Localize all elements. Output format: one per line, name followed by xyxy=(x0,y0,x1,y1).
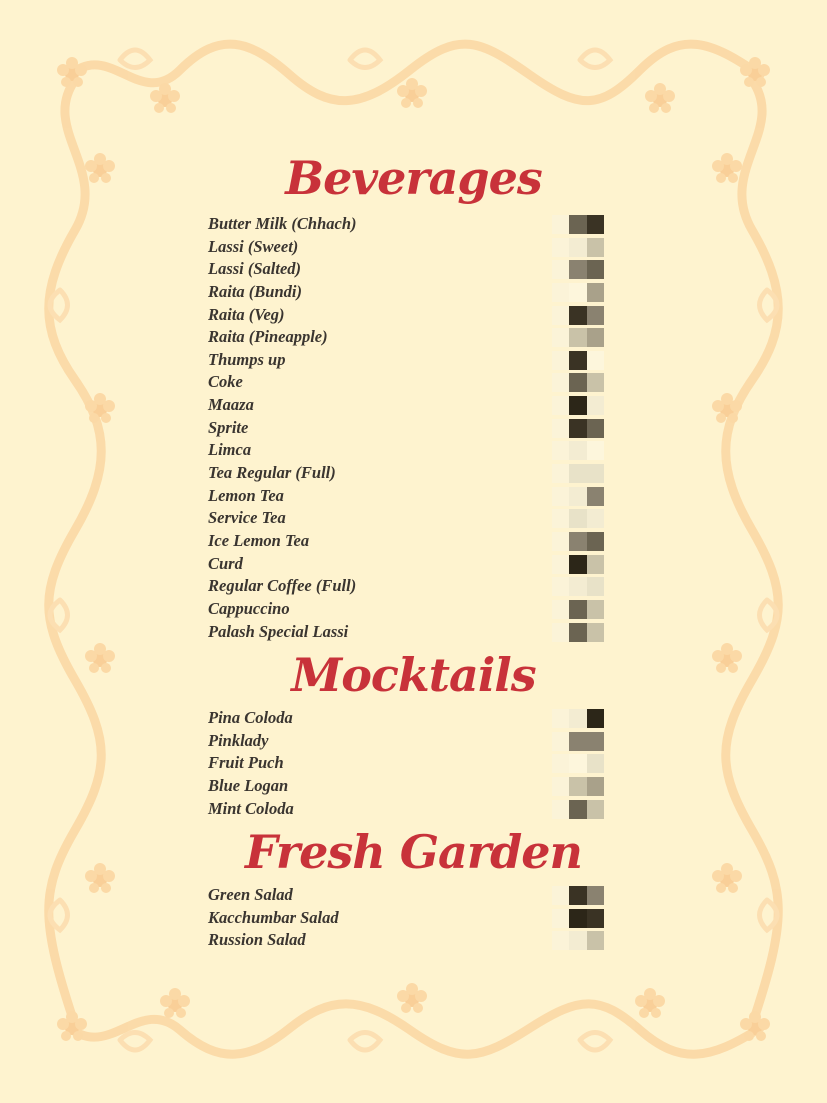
menu-item: Service Tea xyxy=(208,508,286,528)
price-redacted xyxy=(552,328,604,347)
pixel-block xyxy=(552,886,569,905)
menu-item: Lemon Tea xyxy=(208,485,284,505)
pixel-block xyxy=(569,600,586,619)
pixel-block xyxy=(569,238,586,257)
menu-item: Coke xyxy=(208,372,243,392)
pixel-block xyxy=(552,577,569,596)
pixel-block xyxy=(552,600,569,619)
pixel-block xyxy=(569,351,586,370)
pixel-block xyxy=(587,931,604,950)
pixel-block xyxy=(552,283,569,302)
price-redacted xyxy=(552,487,604,506)
pixel-block xyxy=(569,886,586,905)
pixel-block xyxy=(569,909,586,928)
price-redacted xyxy=(552,283,604,302)
pixel-block xyxy=(569,732,586,751)
price-redacted xyxy=(552,509,604,528)
price-redacted xyxy=(552,351,604,370)
pixel-block xyxy=(552,373,569,392)
pixel-block xyxy=(587,509,604,528)
pixel-block xyxy=(552,909,569,928)
pixel-block xyxy=(552,509,569,528)
price-redacted xyxy=(552,464,604,483)
price-redacted xyxy=(552,215,604,234)
pixel-block xyxy=(569,283,586,302)
pixel-block xyxy=(587,419,604,438)
price-redacted xyxy=(552,600,604,619)
fresh-garden-list xyxy=(208,884,339,952)
price-redacted xyxy=(552,754,604,773)
pixel-block xyxy=(587,306,604,325)
menu-item: Kacchumbar Salad xyxy=(208,907,339,927)
price-redacted xyxy=(552,709,604,728)
menu-item: Pina Coloda xyxy=(208,708,293,727)
beverages-list xyxy=(208,213,357,643)
menu-item: Sprite xyxy=(208,417,249,437)
pixel-block xyxy=(569,623,586,642)
pixel-block xyxy=(587,464,604,483)
price-redacted xyxy=(552,532,604,551)
price-redacted xyxy=(552,260,604,279)
price-redacted xyxy=(552,396,604,415)
pixel-block xyxy=(587,909,604,928)
menu-item: Regular Coffee (Full) xyxy=(208,576,357,596)
pixel-block xyxy=(587,532,604,551)
pixel-block xyxy=(552,623,569,642)
pixel-block xyxy=(569,328,586,347)
price-redacted xyxy=(552,777,604,796)
pixel-block xyxy=(569,709,586,728)
pixel-block xyxy=(552,238,569,257)
pixel-block xyxy=(587,396,604,415)
pixel-block xyxy=(587,886,604,905)
price-redacted xyxy=(552,800,604,819)
menu-item: Ice Lemon Tea xyxy=(208,530,310,550)
pixel-block xyxy=(569,555,586,574)
pixel-block xyxy=(552,464,569,483)
price-redacted xyxy=(552,306,604,325)
menu-item: Mint Coloda xyxy=(208,798,294,818)
pixel-block xyxy=(552,260,569,279)
menu-item: Lassi (Salted) xyxy=(208,259,302,279)
menu-item: Russion Salad xyxy=(208,930,306,950)
pixel-block xyxy=(552,555,569,574)
pixel-block xyxy=(569,577,586,596)
pixel-block xyxy=(587,577,604,596)
mocktails-list xyxy=(208,707,294,820)
pixel-block xyxy=(552,419,569,438)
price-redacted xyxy=(552,623,604,642)
pixel-block xyxy=(587,487,604,506)
pixel-block xyxy=(587,754,604,773)
pixel-block xyxy=(552,487,569,506)
pixel-block xyxy=(552,754,569,773)
menu-item: Raita (Bundi) xyxy=(208,281,302,301)
pixel-block xyxy=(569,931,586,950)
menu-item: Raita (Pineapple) xyxy=(208,327,328,347)
pixel-block xyxy=(552,328,569,347)
menu-item: Thumps up xyxy=(208,349,286,369)
pixel-block xyxy=(552,396,569,415)
pixel-block xyxy=(569,396,586,415)
pixel-block xyxy=(569,754,586,773)
pixel-block xyxy=(552,532,569,551)
menu-item: Tea Regular (Full) xyxy=(208,463,336,483)
pixel-block xyxy=(552,800,569,819)
pixel-block xyxy=(587,351,604,370)
pixel-block xyxy=(552,441,569,460)
menu-item: Lassi (Sweet) xyxy=(208,236,299,256)
pixel-block xyxy=(569,260,586,279)
price-redacted xyxy=(552,555,604,574)
menu-item: Green Salad xyxy=(208,885,293,904)
menu-item: Blue Logan xyxy=(208,775,289,795)
pixel-block xyxy=(569,800,586,819)
menu-item: Pinklady xyxy=(208,730,269,750)
pixel-block xyxy=(587,800,604,819)
price-redacted xyxy=(552,238,604,257)
price-redacted xyxy=(552,732,604,751)
menu-item: Palash Special Lassi xyxy=(208,621,349,641)
menu-item: Raita (Veg) xyxy=(208,304,285,324)
menu-item: Maaza xyxy=(208,395,254,415)
pixel-block xyxy=(569,306,586,325)
pixel-block xyxy=(587,441,604,460)
price-redacted xyxy=(552,909,604,928)
section-title-fresh-garden: Fresh Garden xyxy=(245,825,582,879)
pixel-block xyxy=(552,732,569,751)
pixel-block xyxy=(587,555,604,574)
pixel-block xyxy=(587,260,604,279)
menu-item: Limca xyxy=(208,440,252,460)
pixel-block xyxy=(587,600,604,619)
pixel-block xyxy=(569,777,586,796)
pixel-block xyxy=(569,464,586,483)
pixel-block xyxy=(587,732,604,751)
pixel-block xyxy=(552,709,569,728)
pixel-block xyxy=(587,283,604,302)
menu-item: Butter Milk (Chhach) xyxy=(208,214,357,233)
pixel-block xyxy=(552,777,569,796)
menu-item: Cappuccino xyxy=(208,598,290,618)
pixel-block xyxy=(587,238,604,257)
pixel-block xyxy=(569,373,586,392)
price-redacted xyxy=(552,419,604,438)
price-redacted xyxy=(552,577,604,596)
pixel-block xyxy=(552,931,569,950)
pixel-block xyxy=(552,351,569,370)
pixel-block xyxy=(587,623,604,642)
pixel-block xyxy=(569,487,586,506)
pixel-block xyxy=(587,777,604,796)
price-redacted xyxy=(552,441,604,460)
pixel-block xyxy=(569,532,586,551)
pixel-block xyxy=(569,419,586,438)
section-title-mocktails: Mocktails xyxy=(291,648,536,702)
pixel-block xyxy=(587,328,604,347)
pixel-block xyxy=(569,441,586,460)
section-title-beverages: Beverages xyxy=(285,151,542,205)
price-redacted xyxy=(552,886,604,905)
pixel-block xyxy=(587,215,604,234)
pixel-block xyxy=(552,306,569,325)
price-redacted xyxy=(552,373,604,392)
pixel-block xyxy=(569,215,586,234)
pixel-block xyxy=(587,709,604,728)
menu-item: Curd xyxy=(208,553,243,573)
menu-item: Fruit Puch xyxy=(208,753,284,773)
price-redacted xyxy=(552,931,604,950)
pixel-block xyxy=(587,373,604,392)
pixel-block xyxy=(569,509,586,528)
pixel-block xyxy=(552,215,569,234)
